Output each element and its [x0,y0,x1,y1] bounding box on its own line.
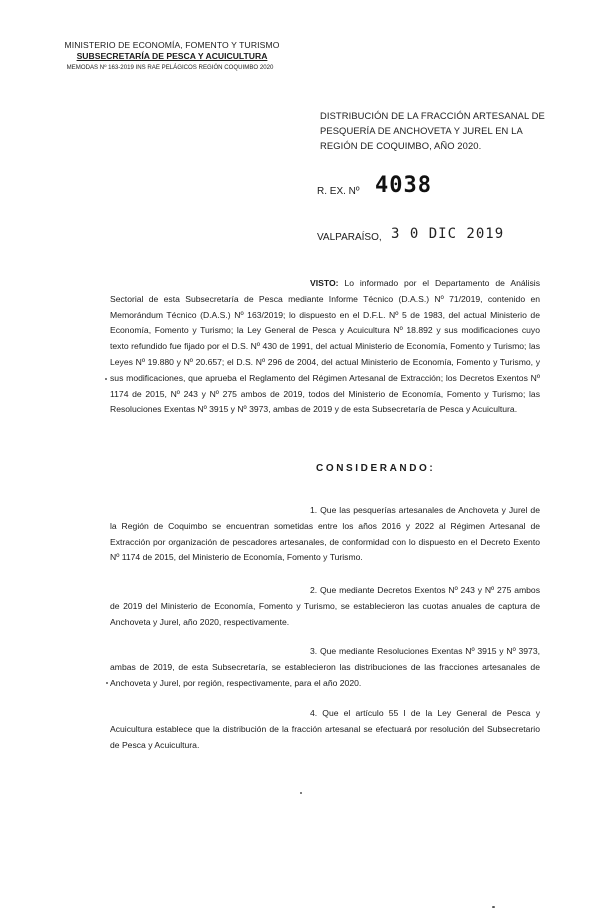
considerando-item-2 [110,583,540,630]
considerando-item-text: 2. Que mediante Decretos Exentos Nº 243 y Nº 275 ambos de 2019 del Ministerio de Economía, Fomento y Turismo, se establecieron las cuotas anuales de captura de Anchoveta y Jurel, año 2020, respectivamente. [110,585,540,627]
considerando-item-4 [110,706,540,753]
considerando-item-1 [110,503,540,566]
visto-text: Lo informado por el Departamento de Análisis Sectorial de esta Subsecretaría de Pesca mediante Informe Técnico (D.A.S.) Nº 71/2019, contenido en Memorándum Técnico (D.A.S.) Nº 163/2019; lo dispuesto en el D.F.L. Nº 5 de 1983, del actual Ministerio de Economía, Fomento y Turismo; la Ley General de Pesca y Acuicultura Nº 18.892 y sus modificaciones cuyo texto refundido fue fijado por el D.S. Nº 430 de 1991, del actual Ministerio de Economía, Fomento y Turismo; las Leyes Nº 19.880 y Nº 20.657; el D.S. Nº 296 de 2004, del actual Ministerio de Economía, Fomento y Turismo, y sus modificaciones, que aprueba el Reglamento del Régimen Artesanal de Extracción; los Decretos Exentos Nº 1174 de 2015, Nº 243 y Nº 275 ambos de 2019, todos del Ministerio de Economía, Fomento y Turismo; las Resoluciones Exentas Nº 3915 y Nº 3973, ambas de 2019 y de esta Subsecretaría de Pesca y Acuicultura. [110,278,540,415]
considerando-item-text: 4. Que el artículo 55 I de la Ley General de Pesca y Acuicultura establece que la distribución de la fracción artesanal se efectuará por resolución del Subsecretario de Pesca y Acuicultura. [110,708,540,750]
resolution-subject: DISTRIBUCIÓN DE LA FRACCIÓN ARTESANAL DE PESQUERÍA DE ANCHOVETA Y JUREL EN LA REGIÓN DE COQUIMBO, AÑO 2020. [320,110,545,151]
resolution-date-stamp: 3 0 DIC 2019 [391,226,505,242]
place-label: VALPARAÍSO, [317,232,382,243]
scan-speck [300,792,302,794]
ministry-name: MINISTERIO DE ECONOMÍA, FOMENTO Y TURISMO [64,40,280,50]
considerando-item-text: 1. Que las pesquerías artesanales de Anchoveta y Jurel de la Región de Coquimbo se encuentran sometidas entre los años 2016 y 2022 al Régimen Artesanal de Extracción por organización de pescadores artesanales, de conformidad con lo dispuesto en el Decreto Exento Nº 1174 de 2015, del Ministerio de Economía, Fomento y Turismo. [110,505,540,563]
resolution-label: R. EX. Nº [317,186,360,197]
scan-speck [106,682,108,684]
scan-speck [105,378,107,380]
scan-speck [492,906,495,908]
subsecretaria-name: SUBSECRETARÍA DE PESCA Y ACUICULTURA [76,51,268,61]
considerando-heading: CONSIDERANDO: [316,463,436,474]
considerando-item-3 [110,644,540,691]
considerando-item-text: 3. Que mediante Resoluciones Exentas Nº 3915 y Nº 3973, ambas de 2019, de esta Subsecretaría, se establecieron las distribuciones de las fracciones artesanales de Anchoveta y Jurel, por región, respectivamente, para el año 2020. [110,646,540,688]
letterhead [52,40,292,73]
visto-paragraph [110,276,540,418]
visto-label: VISTO: [310,278,339,288]
resolution-number: 4038 [375,173,432,198]
memo-reference: MEMODAS Nº 163-2019 INS RAE PELÁGICOS REGIÓN COQUIMBO 2020 [66,64,274,71]
